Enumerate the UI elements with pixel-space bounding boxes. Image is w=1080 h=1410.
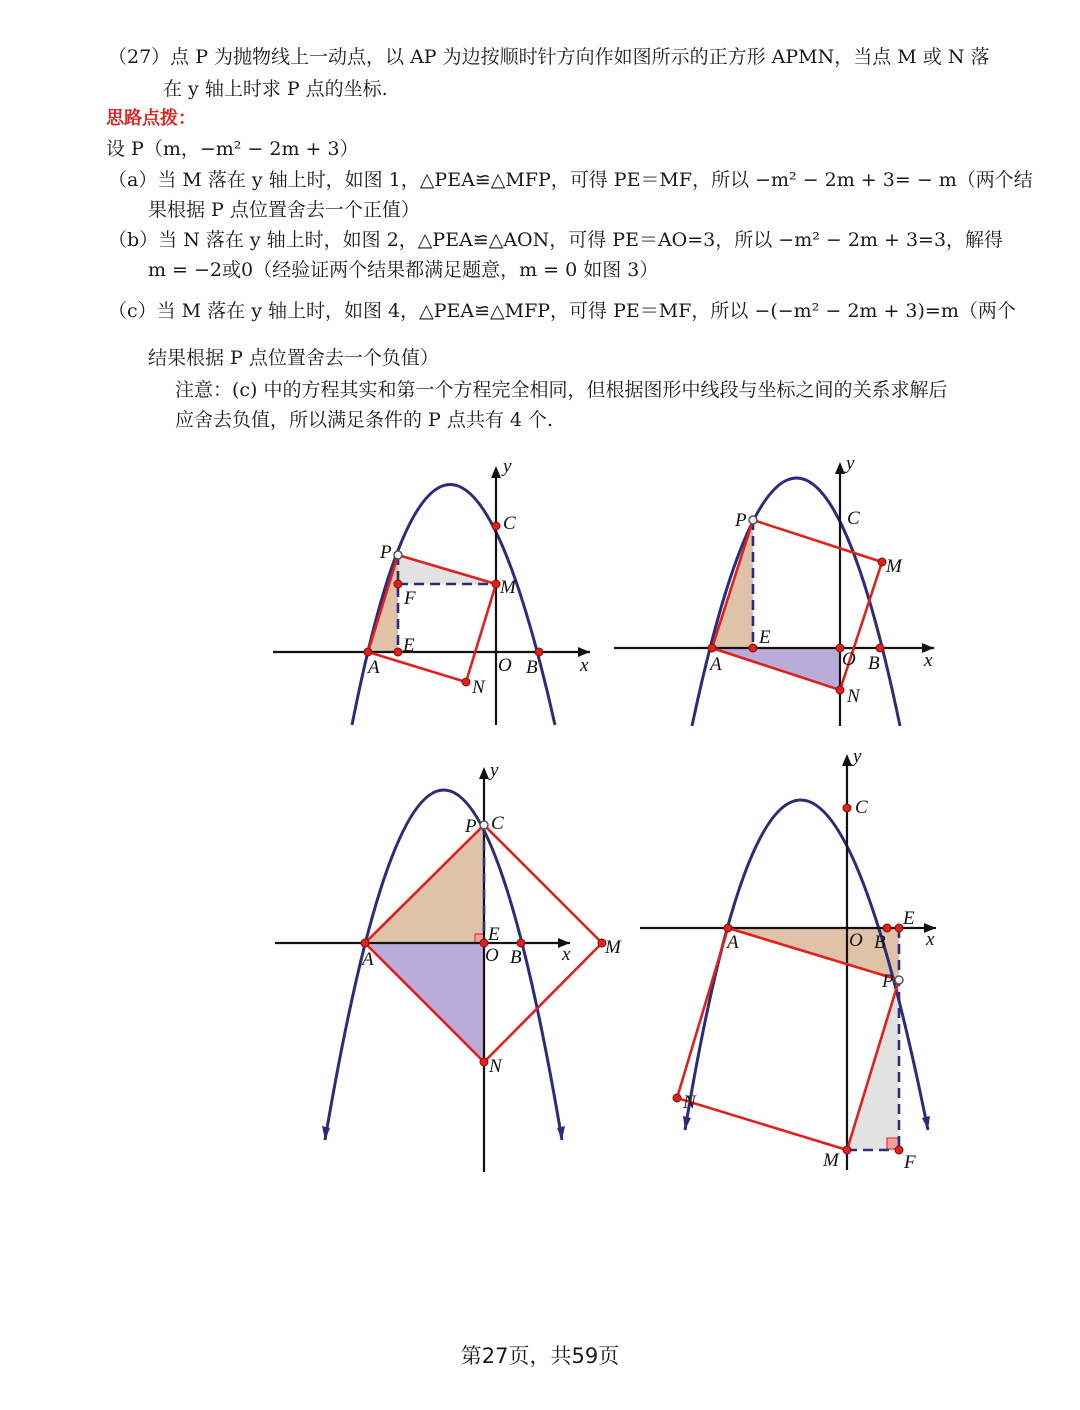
fig4-label-e: E (903, 908, 915, 929)
figure-4 (640, 746, 936, 1173)
fig3-label-o: O (485, 945, 499, 966)
fig4-label-m: M (823, 1150, 839, 1171)
fig1-y-arrow (491, 466, 501, 478)
fig2-label-b: B (868, 653, 880, 674)
fig1-label-x: x (580, 655, 589, 676)
fig4-point-m (843, 1146, 851, 1154)
fig2-label-m: M (886, 556, 902, 577)
fig4-label-c: C (855, 797, 868, 818)
fig4-label-o: O (849, 930, 863, 951)
case-a-line-2: 果根据 P 点位置舍去一个正值） (148, 199, 420, 221)
fig2-point-b (876, 644, 884, 652)
fig3-label-e: E (488, 924, 500, 945)
fig4-label-a: A (727, 932, 739, 953)
case-c-line-2: 结果根据 P 点位置舍去一个负值） (148, 347, 439, 369)
problem-line-2: 在 y 轴上时求 P 点的坐标. (163, 78, 388, 100)
fig1-label-c: C (503, 513, 516, 534)
fig1-label-n: N (472, 677, 485, 698)
fig4-point-e (895, 924, 903, 932)
figure-1 (273, 456, 590, 725)
fig4-label-p: P (882, 971, 894, 992)
fig1-label-p: P (380, 542, 392, 563)
fig1-label-b: B (526, 657, 538, 678)
fig1-point-c (492, 522, 500, 530)
case-b-line-1: （b）当 N 落在 y 轴上时，如图 2，△PEA≌△AON，可得 PE＝AO=3，所以 −m² − 2m + 3=3，解得 (108, 229, 1004, 251)
fig3-label-y: y (490, 760, 499, 781)
figure-3 (275, 760, 622, 1172)
case-c-line-1: （c）当 M 落在 y 轴上时，如图 4，△PEA≌△MFP，可得 PE＝MF，所以 −(−m² − 2m + 3)=m（两个 (108, 300, 1016, 322)
fig4-y-arrow (842, 754, 852, 766)
fig4-point-f (895, 1146, 903, 1154)
fig4-label-y: y (853, 746, 862, 767)
fig4-point-n (673, 1094, 681, 1102)
fig3-y-arrow (479, 767, 489, 779)
fig3-label-b: B (510, 947, 522, 968)
fig1-point-e (394, 648, 402, 656)
fig4-label-f: F (904, 1152, 916, 1173)
fig1-point-m (492, 580, 500, 588)
fig2-label-y: y (846, 453, 855, 474)
fig2-label-a: A (710, 654, 722, 675)
fig4-label-x: x (926, 929, 935, 950)
fig1-point-n (462, 678, 470, 686)
fig2-label-c: C (847, 508, 860, 529)
fig2-point-n (836, 686, 844, 694)
note-line-2: 应舍去负值，所以满足条件的 P 点共有 4 个. (175, 409, 554, 431)
fig3-point-a (361, 939, 369, 947)
fig2-point-e (749, 644, 757, 652)
fig3-label-m: M (605, 937, 621, 958)
fig3-label-x: x (562, 944, 571, 965)
case-b-line-2: m = −2或0（经验证两个结果都满足题意，m = 0 如图 3） (148, 259, 659, 281)
fig4-label-b: B (874, 932, 886, 953)
fig4-point-a (724, 924, 732, 932)
fig2-label-p: P (735, 510, 747, 531)
fig2-point-p (749, 516, 757, 524)
fig2-label-e: E (759, 627, 771, 648)
problem-line-1: （27）点 P 为抛物线上一动点，以 AP 为边按顺时针方向作如图所示的正方形 APMN，当点 M 或 N 落 (108, 46, 990, 68)
fig1-point-b (535, 648, 543, 656)
fig3-point-p (480, 821, 488, 829)
fig1-point-p (394, 551, 402, 559)
fig2-y-arrow (835, 462, 845, 474)
fig3-point-b (517, 939, 525, 947)
fig3-label-p: P (465, 816, 477, 837)
fig4-point-c (843, 804, 851, 812)
fig2-label-n: N (847, 686, 860, 707)
fig1-label-m: M (500, 577, 516, 598)
note-line-1: 注意：(c) 中的方程其实和第一个方程完全相同，但根据图形中线段与坐标之间的关系求解后 (175, 379, 948, 401)
fig1-label-a: A (368, 657, 380, 678)
fig3-label-n: N (489, 1056, 502, 1077)
fig4-point-b (883, 924, 891, 932)
fig1-point-a (364, 648, 372, 656)
setup-line: 设 P（m，−m² − 2m + 3） (106, 138, 359, 160)
page-footer: 第27页，共59页 (460, 1344, 620, 1368)
fig3-label-c: C (491, 813, 504, 834)
fig4-point-p (895, 976, 903, 984)
fig1-label-o: O (498, 655, 512, 676)
figure-2 (614, 453, 934, 726)
fig1-label-y: y (503, 456, 512, 477)
fig1-label-f: F (404, 588, 416, 609)
fig3-point-n (480, 1058, 488, 1066)
fig2-point-m (878, 558, 886, 566)
fig4-label-n: N (683, 1092, 696, 1113)
fig1-point-f (394, 580, 402, 588)
fig1-label-e: E (403, 635, 415, 656)
hint-title: 思路点拨： (106, 108, 196, 129)
fig2-label-x: x (924, 650, 933, 671)
case-a-line-1: （a）当 M 落在 y 轴上时，如图 1，△PEA≌△MFP，可得 PE＝MF，所以 −m² − 2m + 3= − m（两个结 (108, 169, 1033, 191)
fig2-label-o: O (842, 649, 856, 670)
fig3-label-a: A (362, 949, 374, 970)
fig2-point-a (708, 644, 716, 652)
